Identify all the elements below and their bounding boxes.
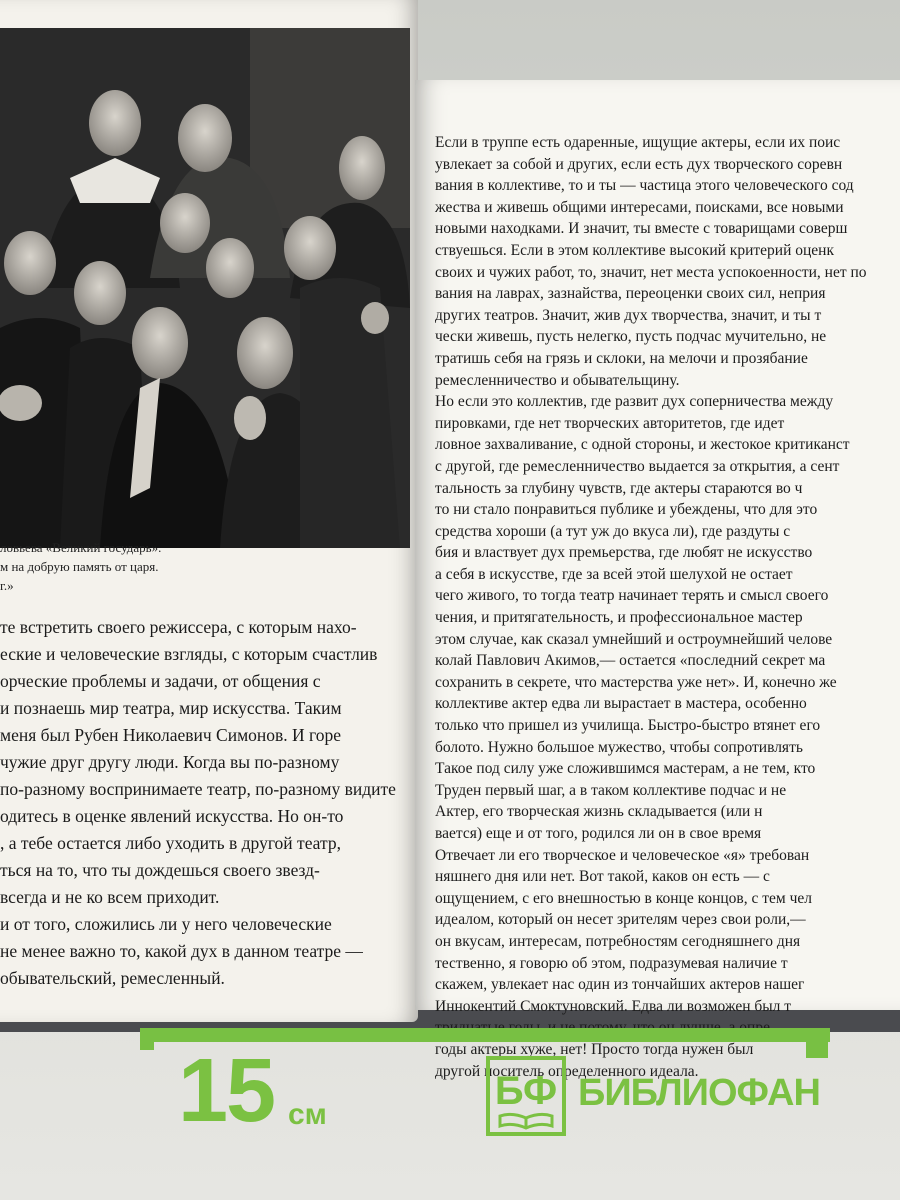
text-line: бия и властвует дух премьерства, где любят не искусство [435, 544, 813, 562]
text-line: с другой, где ремесленничество выдается за открытия, а сент [435, 457, 840, 475]
bibliofan-logo [486, 1056, 566, 1136]
text-line: увлекает за собой и других, если есть дух творческого соревн [435, 155, 843, 173]
text-line: Отвечает ли его творческое и человеческое «я» требован [435, 846, 810, 864]
text-line: няшнего дня или нет. Вот такой, каков он есть — с [435, 868, 770, 886]
text-line: Иннокентий Смоктуновский. Едва ли возможен был т [435, 997, 792, 1015]
text-line: ремесленничество и обывательщину. [435, 371, 680, 389]
text-line: по-разному воспринимаете театр, по-разному видите [0, 779, 396, 799]
text-line: одитесь в оценке явлений искусства. Но он-то [0, 806, 344, 826]
text-line: вания в коллективе, то и ты — частица этого человеческого сод [435, 177, 854, 195]
text-line: , а тебе остается либо уходить в другой театр, [0, 833, 341, 853]
text-line: жества и живешь общими интересами, поисками, все новыми [435, 198, 844, 216]
text-line: другой носитель определенного идеала. [435, 1062, 699, 1080]
text-line: вания на лаврах, зазнайства, переоценки своих сил, неприя [435, 285, 826, 303]
caption-line: ловьева «Великий государь». [0, 540, 162, 555]
text-line: ствуешься. Если в этом коллективе высокий критерий оценк [435, 241, 835, 259]
text-line: пировками, где нет творческих авторитетов, где идет [435, 414, 785, 432]
text-line: чения, и притягательность, и профессиональное мастер [435, 609, 803, 627]
text-line: вается) еще и от того, родился ли он в свое время [435, 825, 762, 842]
text-line: ловное захваливание, с одной стороны, и жестокое критиканст [435, 436, 850, 454]
text-line: чужие друг другу люди. Когда вы по-разному [0, 752, 340, 772]
text-line: чего живого, то тогда театр начинает терять и смысл своего [435, 587, 829, 605]
right-page-text [435, 132, 900, 1082]
text-line: те встретить своего режиссера, с которым нахо- [0, 617, 357, 637]
left-page [0, 0, 418, 1022]
left-page-text [0, 614, 410, 992]
text-line: всегда и не ко всем приходит. [0, 887, 220, 907]
text-line: ощущением, с его внешностью в конце концов, с тем чел [435, 889, 812, 907]
text-line: тридцатые годы, и не потому, что он лучше, а опре [435, 1019, 770, 1037]
text-line: только что пришел из училища. Быстро-быстро втянет его [435, 717, 821, 735]
ruler-left-tick [140, 1028, 154, 1050]
text-line: других театров. Значит, жив дух творчества, значит, и ты т [435, 306, 822, 324]
brand-name: БИБЛИОФАН [578, 1072, 820, 1114]
text-line: своих и чужих работ, то, значит, нет места успокоенности, нет по [435, 263, 867, 281]
text-line: тественно, я говорю об этом, подразумевая наличие т [435, 954, 788, 972]
text-line: меня был Рубен Николаевич Симонов. И горе [0, 725, 342, 745]
text-line: Такое под силу уже сложившимся мастерам, а не тем, кто [435, 760, 816, 778]
text-line: он вкусам, интересам, потребностям сегодняшнего дня [435, 932, 801, 950]
text-line: Актер, его творческая жизнь складывается (или н [435, 803, 763, 821]
text-line: Если в труппе есть одаренные, ищущие актеры, если их поис [435, 134, 841, 151]
text-line: тальность за глубину чувств, где актеры стараются во ч [435, 479, 803, 497]
measure-value: 15 [178, 1041, 275, 1141]
text-line: болото. Нужно большое мужество, чтобы сопротивлять [435, 738, 803, 756]
ruler-right-tick [806, 1028, 828, 1058]
text-line: новыми находками. И значит, ты вместе с товарищами соверш [435, 220, 848, 238]
text-line: колай Павлович Акимов,— остается «последний секрет ма [435, 652, 826, 670]
measure-unit: см [288, 1098, 327, 1131]
text-line: годы актеры хуже, нет! Просто тогда нужен был [435, 1040, 754, 1058]
text-line: этом случае, как сказал умнейший и остроумнейший челове [435, 630, 833, 648]
photo-figures [0, 28, 410, 548]
text-line: чески живешь, пусть нелегко, пусть подчас мучительно, не [435, 328, 827, 346]
logo-letters: БФ [494, 1068, 558, 1113]
text-line: обывательский, ремесленный. [0, 968, 225, 988]
text-line: то ни стало понравиться публике и убеждены, что для это [435, 501, 818, 519]
text-line: сохранить в секрете, что мастерства уже нет». И, конечно же [435, 673, 837, 691]
caption-line: г.» [0, 578, 14, 593]
text-line: коллективе актер едва ли вырастает в мастера, особенно [435, 695, 807, 713]
text-line: а себя в искусстве, где за всей этой шелухой не остает [435, 565, 793, 583]
text-line: тратишь себя на грязь и склоки, на мелочи и прозябание [435, 349, 808, 367]
text-line: орческие проблемы и задачи, от общения с [0, 671, 321, 691]
text-line: и от того, сложились ли у него человеческие [0, 914, 332, 934]
right-page [415, 80, 900, 1080]
text-line: скажем, увлекает нас один из тончайших актеров нашег [435, 976, 805, 994]
text-line: средства хороши (а тут уж до вкуса ли), где раздуты с [435, 522, 791, 540]
text-line: ться на то, что ты дождешься своего звезд- [0, 860, 320, 880]
photo-caption [0, 538, 405, 595]
group-portrait-photo [0, 28, 410, 548]
text-line: еские и человеческие взгляды, с которым счастлив [0, 644, 378, 664]
text-line: Но если это коллектив, где развит дух соперничества между [435, 393, 834, 411]
text-line: не менее важно то, какой дух в данном театре — [0, 941, 363, 961]
text-line: Труден первый шаг, а в таком коллективе подчас и не [435, 781, 787, 799]
text-line: и познаешь мир театра, мир искусства. Таким [0, 698, 342, 718]
text-line: идеалом, который он несет зрителям через свои роли,— [435, 911, 806, 929]
open-book-icon [498, 1112, 554, 1128]
caption-line: м на добрую память от царя. [0, 559, 159, 574]
